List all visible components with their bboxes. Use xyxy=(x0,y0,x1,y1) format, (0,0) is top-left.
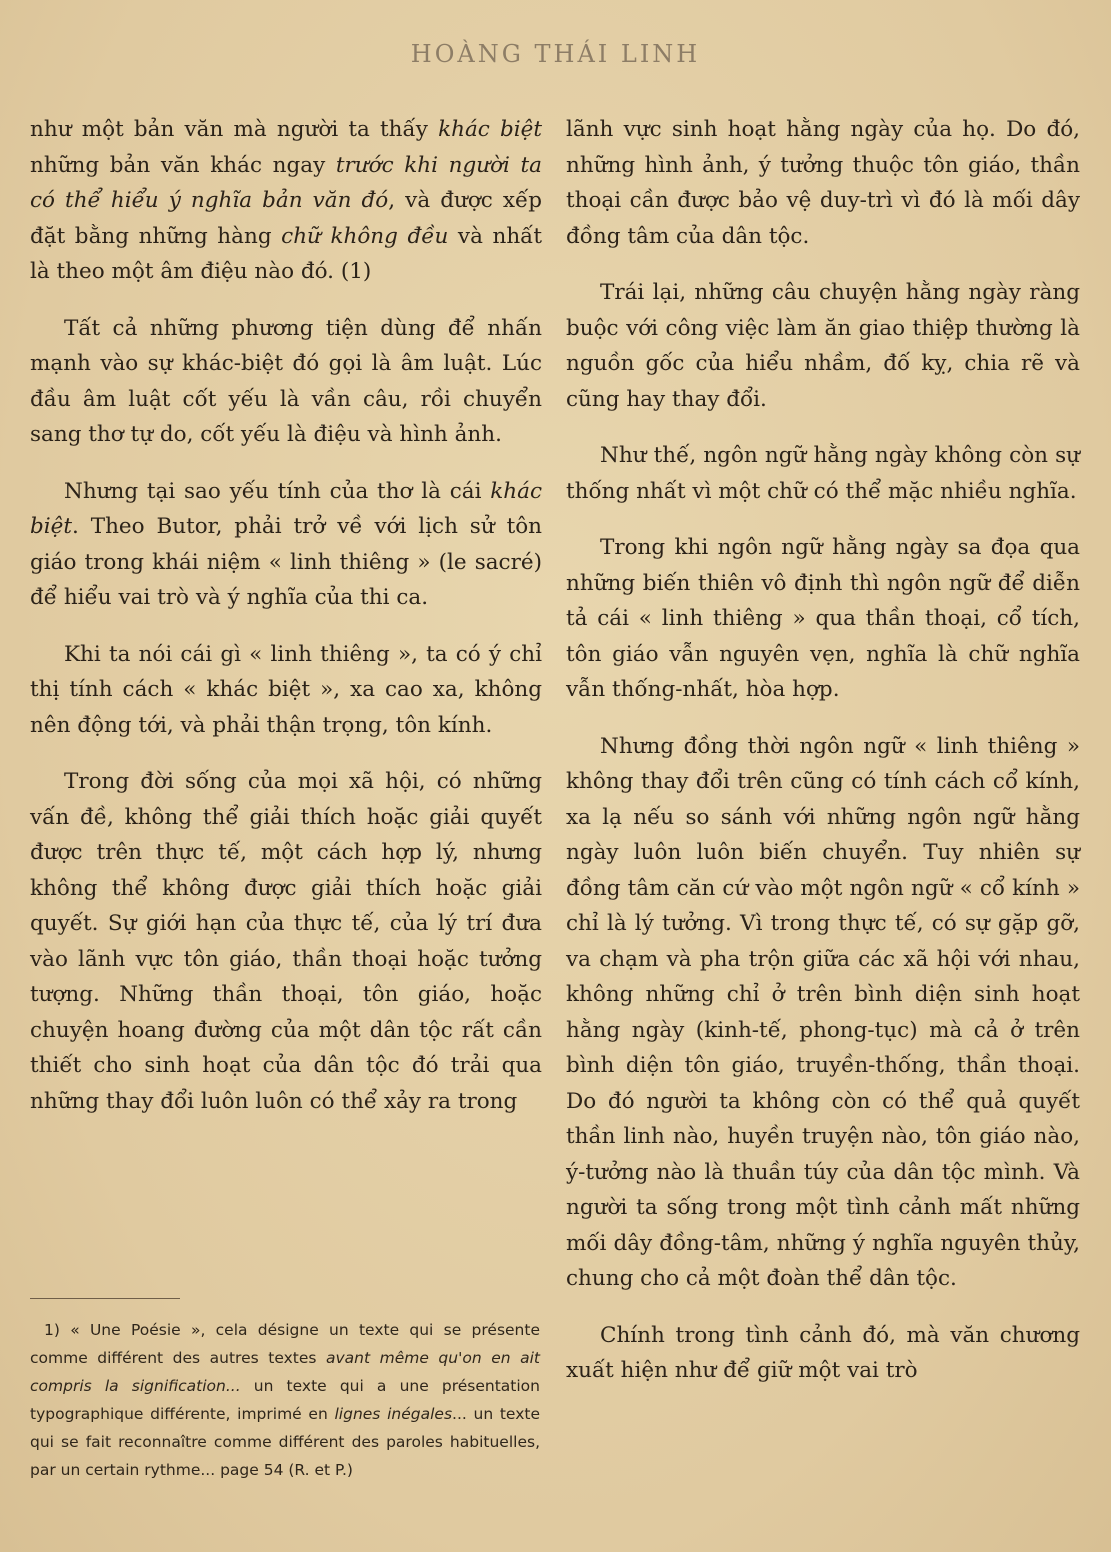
text-run: những bản văn khác ngay xyxy=(30,152,336,178)
text-run: Nhưng tại sao yếu tính của thơ là cái xyxy=(64,478,491,504)
running-header: HOÀNG THÁI LINH xyxy=(410,40,701,68)
text-run: , và được xếp đặt bằng những hàng xyxy=(30,188,542,249)
paragraph: Nhưng đồng thời ngôn ngữ « linh thiêng » không thay đổi trên cũng có tính cách cổ kính, xa lạ nếu so sánh với những ngôn ngữ hằng ngày luôn luôn biến chuyển. Tuy nhiên sự đồng tâm căn cứ vào một ngôn ngữ « cổ kính » chỉ là lý tưởng. Vì trong thực tế, có sự gặp gỡ, va chạm và pha trộn giữa các xã hội với nhau, không những chỉ ở trên bình diện sinh hoạt hằng ngày (kinh-tế, phong-tục) mà cả ở trên bình diện tôn giáo, truyền-thống, thần thoại. Do đó người ta không còn có thể quả quyết thần linh nào, huyền truyện nào, tôn giáo nào, ý-tưởng nào là thuần túy của dân tộc mình. Và người ta sống trong một tình cảnh mất những mối dây đồng-tâm, những ý nghĩa nguyên thủy, chung cho cả một đoàn thể dân tộc. xyxy=(566,733,1080,1291)
text-run: như một bản văn mà người ta thấy xyxy=(30,117,439,142)
text-run: và nhất là theo một âm điệu nào đó. (1) xyxy=(30,223,542,284)
text-run: . Theo Butor, phải trở về với lịch sử tôn giáo trong khái niệm « linh thiêng » (le sacré) để hiểu vai trò và ý nghĩa của thi ca. xyxy=(30,514,542,610)
italic-text: avant même qu'on en ait compris la signification... xyxy=(30,1349,540,1395)
italic-text: chữ không đều xyxy=(281,223,449,249)
footnote-divider xyxy=(30,1298,180,1299)
italic-text: khác biệt xyxy=(30,478,542,539)
paragraph: Trong khi ngôn ngữ hằng ngày sa đọa qua những biến thiên vô định thì ngôn ngữ để diễn tả cái « linh thiêng » qua thần thoại, cổ tích, tôn giáo vẫn nguyên vẹn, nghĩa là chữ nghĩa vẫn thống-nhất, hòa hợp. xyxy=(566,535,1080,702)
footnote xyxy=(30,1316,540,1484)
text-run: 1) « Une Poésie », cela désigne un texte qui se présente comme différent des autres textes xyxy=(30,1321,540,1367)
paragraph: Khi ta nói cái gì « linh thiêng », ta có ý chỉ thị tính cách « khác biệt », xa cao xa, không nên động tới, và phải thận trọng, tôn kính. xyxy=(30,641,542,738)
footnote-text xyxy=(30,1316,540,1484)
paragraph: Tất cả những phương tiện dùng để nhấn mạnh vào sự khác-biệt đó gọi là âm luật. Lúc đầu âm luật cốt yếu là vần câu, rồi chuyển sang thơ tự do, cốt yếu là điệu và hình ảnh. xyxy=(30,315,542,447)
paragraph xyxy=(30,112,542,290)
italic-text: lignes inégales xyxy=(334,1405,453,1423)
text-run: ... un texte qui se fait reconnaître comme différent des paroles habituelles, par un certain rythme... page 54 (R. et P.) xyxy=(30,1405,540,1479)
italic-text: trước khi người ta có thể hiểu ý nghĩa bản văn đó xyxy=(30,152,542,213)
paragraph: Trong đời sống của mọi xã hội, có những vấn đề, không thể giải thích hoặc giải quyết được trên thực tế, một cách hợp lý, nhưng không thể không được giải thích hoặc giải quyết. Sự giới hạn của thực tế, của lý trí đưa vào lãnh vực tôn giáo, thần thoại hoặc tưởng tượng. Những thần thoại, tôn giáo, hoặc chuyện hoang đường của một dân tộc rất cần thiết cho sinh hoạt của dân tộc đó trải qua những thay đổi luôn luôn có thể xảy ra trong xyxy=(30,769,542,1114)
paragraph: Trái lại, những câu chuyện hằng ngày ràng buộc với công việc làm ăn giao thiệp thường là nguồn gốc của hiểu nhầm, đố kỵ, chia rẽ và cũng hay thay đổi. xyxy=(566,280,1080,412)
left-column xyxy=(30,112,542,1140)
paragraph: Chính trong tình cảnh đó, mà văn chương xuất hiện như để giữ một vai trò xyxy=(566,1322,1080,1383)
paragraph xyxy=(30,474,542,616)
paragraph: Như thế, ngôn ngữ hằng ngày không còn sự thống nhất vì một chữ có thể mặc nhiều nghĩa. xyxy=(566,443,1080,504)
right-column xyxy=(566,112,1080,1410)
paragraph: lãnh vực sinh hoạt hằng ngày của họ. Do đó, những hình ảnh, ý tưởng thuộc tôn giáo, thần thoại cần được bảo vệ duy-trì vì đó là mối dây đồng tâm của dân tộc. xyxy=(566,117,1080,249)
italic-text: khác biệt xyxy=(438,117,542,142)
text-run: un texte qui a une présentation typographique différente, imprimé en xyxy=(30,1377,540,1423)
